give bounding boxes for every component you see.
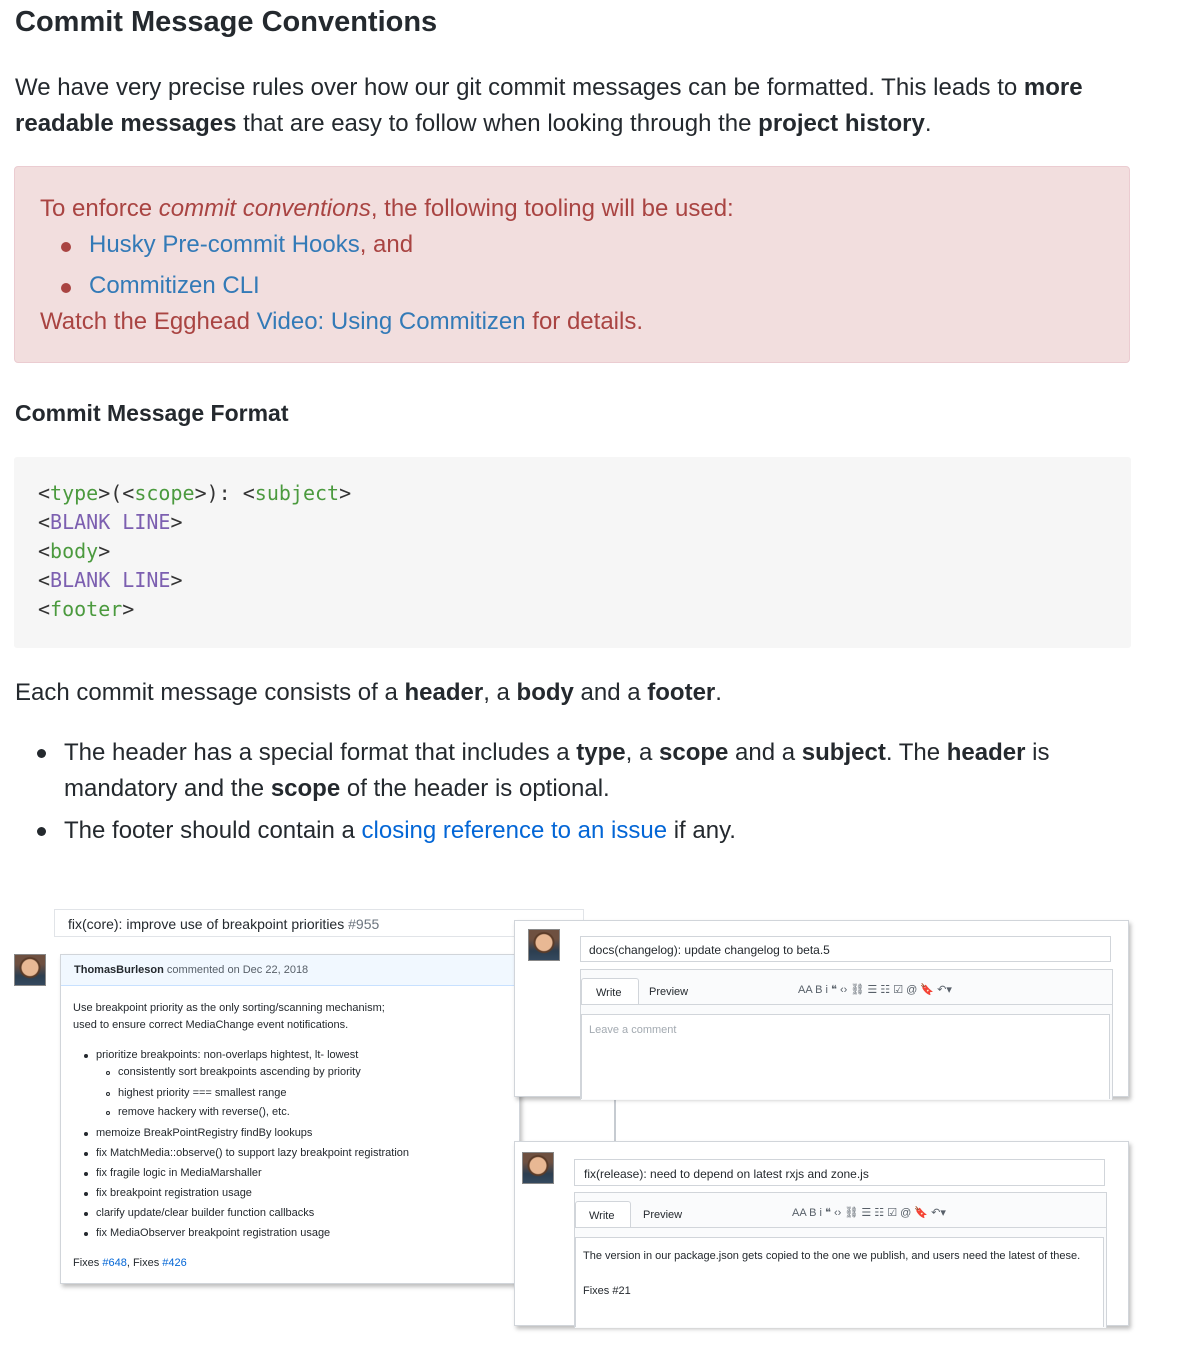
rule-header: [64, 735, 1144, 807]
format-heading: Commit Message Format: [15, 400, 289, 426]
comment-meta: [74, 964, 308, 976]
tab-divider: [581, 1004, 1112, 1005]
fixes-text: Fixes: [73, 1257, 103, 1269]
rule-text: , a: [625, 739, 660, 766]
list-item: remove hackery with reverse(), etc.: [118, 1106, 290, 1118]
tab-write-label: Write: [589, 1210, 615, 1222]
alert-item-1-post: , and: [359, 231, 414, 258]
alert-item-2: [89, 272, 260, 300]
list-bullet: [84, 1212, 88, 1216]
structure-bold-footer: footer: [647, 679, 716, 706]
code-line-1: [38, 481, 351, 505]
list-bullet: [84, 1152, 88, 1156]
list-item: highest priority === smallest range: [118, 1087, 287, 1099]
code-token-scope: scope: [134, 481, 195, 505]
pr-card-top: [514, 920, 1129, 1097]
comment-desc-2: used to ensure correct MediaChange event notifications.: [73, 1019, 349, 1031]
comment-author[interactable]: ThomasBurleson: [74, 964, 164, 976]
intro-bold-1: more readable messages: [15, 74, 1083, 137]
rule-bold: subject: [801, 739, 886, 766]
intro-text-1: We have very precise rules over how our git commit messages can be formatted. This leads to: [15, 74, 1024, 101]
alert-emphasis: commit conventions: [158, 195, 371, 222]
watch-post: for details.: [525, 308, 643, 335]
avatar: [522, 1152, 554, 1184]
alert-line-1: [40, 195, 734, 223]
list-bullet: [84, 1172, 88, 1176]
rule-bold: scope: [659, 739, 729, 766]
code-punct: <: [38, 597, 51, 621]
comment-fixes: [73, 1257, 187, 1269]
alert-bullet-1: [61, 242, 71, 252]
code-punct: >: [98, 539, 111, 563]
tab-write[interactable]: [581, 978, 639, 1005]
format-code-block: [14, 457, 1131, 648]
tab-preview[interactable]: Preview: [643, 1209, 683, 1221]
structure-text: Each commit message consists of a: [15, 679, 405, 706]
rule-text: The footer should contain a: [64, 817, 362, 844]
code-line-3: [38, 539, 110, 563]
list-bullet: [37, 749, 46, 758]
list-bullet: [84, 1132, 88, 1136]
husky-link[interactable]: Husky Pre-commit Hooks: [89, 231, 360, 258]
code-punct: >): <: [194, 481, 255, 505]
list-bullet: [84, 1232, 88, 1236]
code-token-body: body: [50, 539, 99, 563]
structure-paragraph: [15, 675, 722, 711]
code-token-blank-line: BLANK LINE: [50, 568, 171, 592]
issue-title-text: fix(core): improve use of breakpoint priorities: [68, 916, 345, 932]
alert-post: , the following tooling will be used:: [370, 195, 734, 222]
code-line-4: [38, 568, 183, 592]
comment-textarea[interactable]: [575, 1237, 1104, 1327]
rule-text: . The: [885, 739, 947, 766]
timeline-connector: [614, 1097, 616, 1141]
code-line-2: [38, 510, 183, 534]
rule-text: if any.: [667, 817, 736, 844]
fixes-text: , Fixes: [126, 1257, 163, 1269]
list-item: consistently sort breakpoints ascending by priority: [118, 1066, 361, 1078]
rule-bold: type: [576, 739, 626, 766]
issue-title: [68, 916, 379, 932]
intro-bold-2: project history: [758, 110, 925, 137]
list-item: fix MatchMedia::observe() to support lazy breakpoint registration: [96, 1147, 410, 1159]
code-punct: >: [122, 597, 135, 621]
comment-body-line-2: Fixes #21: [583, 1285, 631, 1297]
issue-title-bar: [54, 909, 584, 937]
list-item: memoize BreakPointRegistry findBy lookups: [96, 1127, 313, 1139]
intro-text-2: that are easy to follow when looking through the: [236, 110, 759, 137]
code-punct: >: [170, 510, 183, 534]
pr-card-bottom: [514, 1141, 1129, 1326]
list-item: clarify update/clear builder function callbacks: [96, 1207, 315, 1219]
list-bullet: [37, 827, 46, 836]
tooling-alert: [14, 166, 1130, 363]
markdown-toolbar[interactable]: AA B i ❝ ‹› ⛓ ☰ ☷ ☑ @ 🔖 ↶▾: [798, 984, 952, 996]
closing-reference-link[interactable]: closing reference to an issue: [361, 817, 668, 844]
rule-text: of the header is optional.: [340, 775, 610, 802]
list-bullet: [84, 1054, 88, 1058]
intro-text-3: .: [924, 110, 932, 137]
video-link[interactable]: Video: Using Commitizen: [256, 308, 526, 335]
avatar: [528, 929, 560, 961]
tab-write[interactable]: [575, 1201, 631, 1228]
tab-divider: [575, 1227, 1106, 1228]
alert-pre: To enforce: [40, 195, 159, 222]
alert-watch-line: [40, 308, 643, 336]
intro-paragraph: [15, 70, 1165, 142]
code-punct: <: [38, 539, 51, 563]
list-bullet: [106, 1071, 110, 1075]
structure-text: .: [715, 679, 722, 706]
pr-title-field[interactable]: [574, 1159, 1105, 1186]
comment-editor: [580, 969, 1113, 1100]
code-token-footer: footer: [50, 597, 123, 621]
code-punct: <: [38, 481, 51, 505]
structure-bold-header: header: [404, 679, 484, 706]
structure-text: and a: [573, 679, 648, 706]
structure-text: , a: [483, 679, 517, 706]
list-item: fix MediaObserver breakpoint registration usage: [96, 1227, 331, 1239]
issue-number: #955: [348, 916, 380, 932]
pr-title-text: docs(changelog): update changelog to beta.5: [589, 943, 830, 957]
code-punct: >: [170, 568, 183, 592]
tab-preview[interactable]: Preview: [649, 986, 689, 998]
comment-textarea[interactable]: [581, 1014, 1110, 1099]
comment-date: commented on Dec 22, 2018: [166, 964, 309, 976]
rule-bold: header: [946, 739, 1026, 766]
avatar: [14, 954, 46, 986]
tab-write-label: Write: [596, 987, 622, 999]
comment-editor: [574, 1192, 1107, 1328]
comment-body-line-1: The version in our package.json gets copied to the one we publish, and users need the latest of these.: [583, 1250, 1081, 1262]
alert-bullet-2: [61, 283, 71, 293]
comment-placeholder: Leave a comment: [589, 1024, 677, 1036]
rule-footer: [64, 813, 1144, 849]
list-item: fix fragile logic in MediaMarshaller: [96, 1167, 262, 1179]
code-token-blank-line: BLANK LINE: [50, 510, 171, 534]
list-bullet: [84, 1192, 88, 1196]
code-line-5: [38, 597, 134, 621]
pr-title-text: fix(release): need to depend on latest rxjs and zone.js: [584, 1167, 869, 1181]
code-punct: <: [38, 568, 51, 592]
markdown-toolbar[interactable]: AA B i ❝ ‹› ⛓ ☰ ☷ ☑ @ 🔖 ↶▾: [792, 1207, 946, 1219]
comment-desc-1: Use breakpoint priority as the only sorting/scanning mechanism;: [73, 1002, 385, 1014]
rule-text: and a: [728, 739, 802, 766]
list-item: fix breakpoint registration usage: [96, 1187, 252, 1199]
watch-pre: Watch the Egghead: [40, 308, 257, 335]
code-punct: <: [38, 510, 51, 534]
list-bullet: [106, 1111, 110, 1115]
code-punct: >(<: [98, 481, 135, 505]
issue-comment-card: [60, 954, 520, 1284]
commitizen-link[interactable]: Commitizen CLI: [89, 272, 260, 299]
code-token-type: type: [50, 481, 99, 505]
rule-bold: scope: [270, 775, 341, 802]
issue-link[interactable]: #426: [162, 1257, 187, 1269]
list-bullet: [106, 1092, 110, 1096]
structure-bold-body: body: [516, 679, 574, 706]
page-title: Commit Message Conventions: [15, 6, 438, 38]
pr-title-field[interactable]: [580, 936, 1111, 962]
rule-text: The header has a special format that includes a: [64, 739, 577, 766]
code-punct: >: [339, 481, 352, 505]
code-token-subject: subject: [254, 481, 340, 505]
rule-text: is mandatory and the: [64, 739, 1050, 802]
alert-item-1: [89, 231, 413, 259]
list-item: prioritize breakpoints: non-overlaps hightest, lt- lowest: [96, 1049, 359, 1061]
issue-link[interactable]: #648: [102, 1257, 127, 1269]
